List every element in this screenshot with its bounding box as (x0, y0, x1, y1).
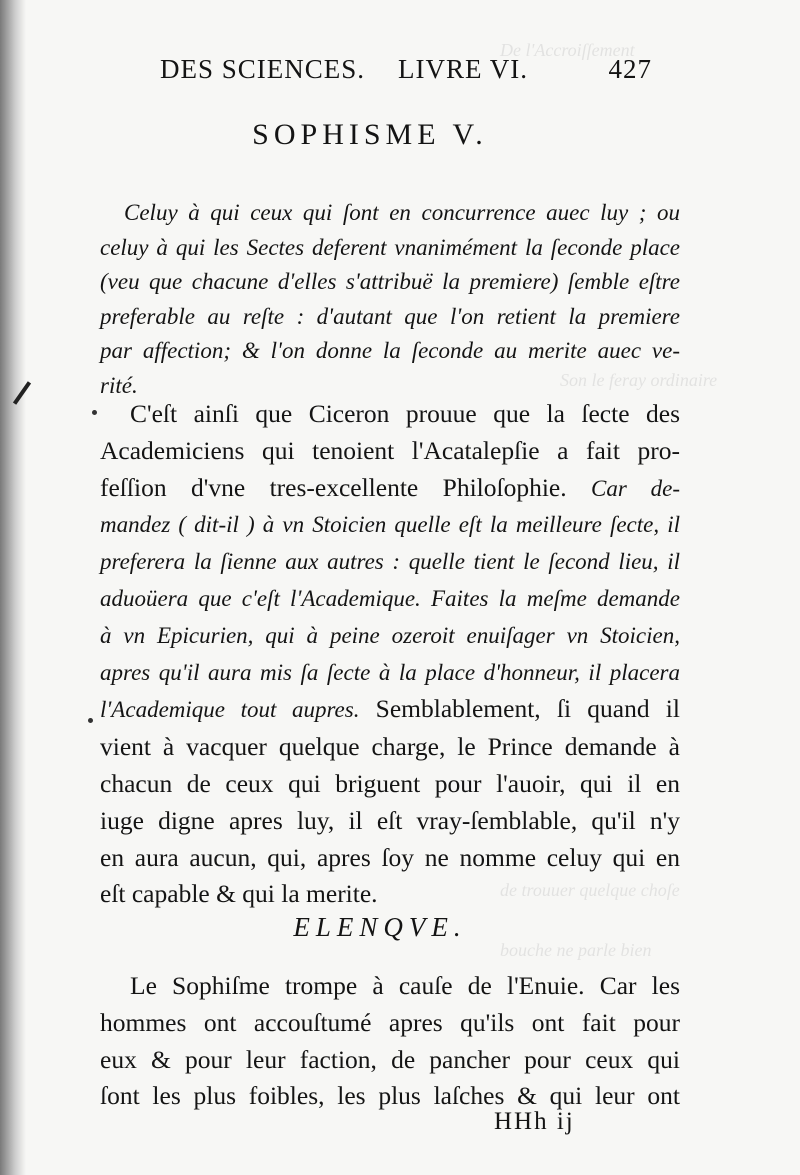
text-line: mandez ( dit-il ) à vn Stoicien quelle eſt la meilleure ſecte, il (100, 512, 680, 538)
ink-dot (92, 410, 97, 415)
running-head (160, 54, 660, 94)
text-line: à vn Epicurien, qui à peine ozeroit enuiſager vn Stoicien, (100, 622, 680, 648)
text-line: rité. (100, 372, 138, 398)
text-line: en aura aucun, qui, apres ſoy ne nomme celuy qui en (100, 842, 680, 872)
text-fragment: Semblablement, ſi quand il (375, 694, 680, 724)
running-head-left: DES SCIENCES. (160, 54, 366, 84)
elenque-paragraph (100, 968, 680, 1115)
text-line (100, 691, 680, 729)
ink-dot (88, 718, 93, 723)
subsection-title: ELENQVE. (293, 912, 467, 942)
show-through-text: De l'Accroiſſement (500, 40, 635, 60)
text-line: iuge digne apres luy, il eſt vray-ſemblable, qu'il n'y (100, 805, 680, 835)
text-line: ſont les plus foibles, les plus laſches & qui leur ont (100, 1081, 680, 1111)
text-line: hommes ont accouſtumé apres qu'ils ont fait pour (100, 1007, 680, 1037)
running-head-center: LIVRE VI. (398, 54, 528, 84)
text-line: eux & pour leur faction, de pancher pour ceux qui (100, 1044, 680, 1074)
text-line: Le Sophiſme trompe à cauſe de l'Enuie. Car les (130, 971, 680, 1000)
text-line: celuy à qui les Sectes deferent vnanimément la ſeconde place (100, 234, 680, 260)
text-line: chacun de ceux qui briguent pour l'auoir, qui il en (100, 768, 680, 798)
main-paragraph (100, 396, 680, 913)
text-line: Celuy à qui ceux qui ſont en concurrence auec luy ; ou (124, 200, 680, 225)
text-line: vient à vacquer quelque charge, le Prince demande à (100, 732, 680, 762)
text-fragment: feſſion d'vne tres-excellente Philoſophie. (100, 472, 567, 502)
text-line: Academiciens qui tenoient l'Acatalepſie a fait pro- (100, 435, 680, 465)
text-line: eſt capable & qui la merite. (100, 879, 378, 909)
show-through-text: bouche ne parle bien (500, 940, 652, 960)
section-title: SOPHISME V. (252, 118, 488, 151)
page-number: 427 (608, 54, 652, 84)
show-through-text: Son le feray ordinaire (560, 370, 718, 390)
show-through-text: de trouuer quelque choſe (500, 880, 680, 900)
text-line: apres qu'il aura mis ſa ſecte à la place d'honneur, il placera (100, 659, 680, 685)
text-line: C'eſt ainſi que Ciceron prouue que la ſecte des (130, 399, 680, 428)
text-fragment: Car de- (591, 475, 680, 501)
text-line: par affection; & l'on donne la ſeconde au merite auec ve- (100, 338, 680, 364)
sophisme-text (100, 196, 680, 404)
text-line: preferable au reſte : d'autant que l'on retient la premiere (100, 303, 680, 329)
text-line: (veu que chacune d'elles s'attribuë la premiere) ſemble eſtre (100, 269, 680, 295)
text-fragment: l'Academique tout aupres. (100, 697, 360, 723)
text-line (100, 470, 680, 508)
gutter-shadow (0, 0, 26, 1175)
text-line: aduoüera que c'eſt l'Academique. Faites la meſme demande (100, 585, 680, 611)
signature-mark: HHh ij (494, 1108, 575, 1135)
text-line: preferera la ſienne aux autres : quelle tient le ſecond lieu, il (100, 549, 680, 575)
